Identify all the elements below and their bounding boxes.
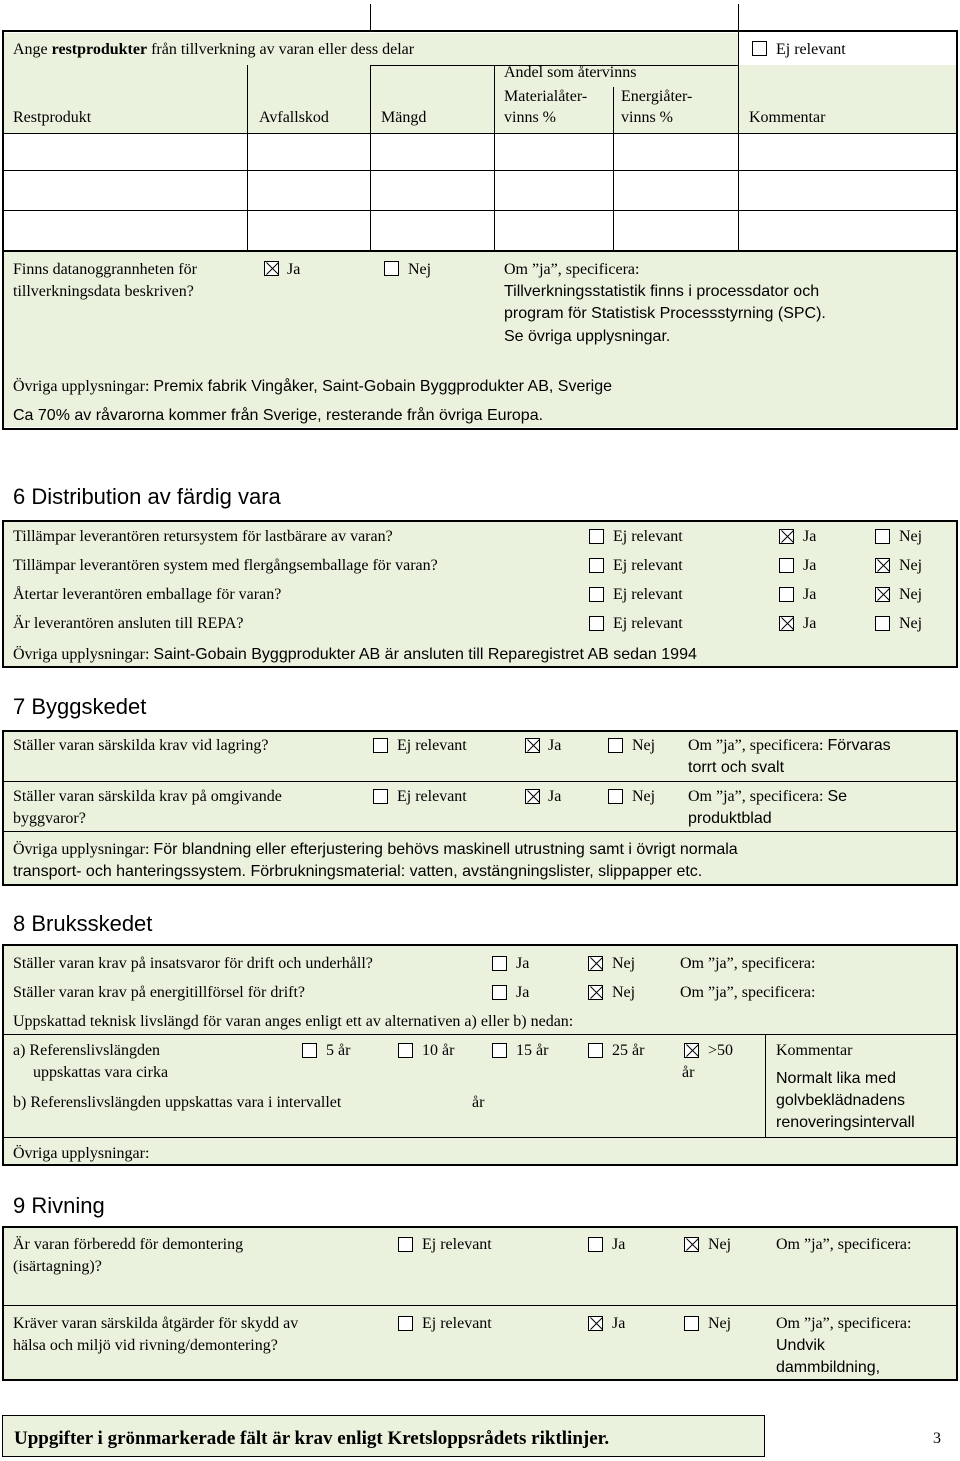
s7-row2-question-1: Ställer varan särskilda krav på omgivande — [13, 788, 282, 805]
s9-row2-ej-label: Ej relevant — [422, 1315, 492, 1332]
s6-row-question: Tillämpar leverantören system med flergångsemballage för varan? — [13, 557, 438, 574]
s6-row-question: Tillämpar leverantören retursystem för lastbärare av varan? — [13, 528, 393, 545]
ovriga-text: Saint-Gobain Byggprodukter AB är ansluten till Reparegistret AB sedan 1994 — [153, 646, 697, 663]
s8-row2-nej-checkbox-checked[interactable] — [588, 985, 603, 1000]
s6-row-ja-checkbox[interactable] — [779, 616, 794, 631]
s9-row1-ej-checkbox[interactable] — [398, 1237, 413, 1252]
s8-row1-nej-checkbox-checked[interactable] — [588, 956, 603, 971]
s8-row2-question: Ställer varan krav på energitillförsel för drift? — [13, 984, 306, 1001]
opt-5-label: 5 år — [326, 1042, 351, 1059]
s7-row1-ej-checkbox[interactable] — [373, 738, 388, 753]
s9-row1-nej-checkbox-checked[interactable] — [684, 1237, 699, 1252]
opt-15-label: 15 år — [516, 1042, 549, 1059]
s7-row2-spec — [688, 788, 847, 806]
col-kommentar: Kommentar — [749, 109, 826, 126]
s8-row2-ja-checkbox[interactable] — [492, 985, 507, 1000]
s6-row-nej-checkbox[interactable] — [875, 587, 890, 602]
s6-row-question: Är leverantören ansluten till REPA? — [13, 615, 244, 632]
b-unit: år — [472, 1094, 485, 1111]
s8-row1-nej-label: Nej — [612, 955, 636, 972]
s6-row-ej-label: Ej relevant — [613, 557, 683, 574]
s6-row-ej-label: Ej relevant — [613, 528, 683, 545]
spec-line-3: Se övriga upplysningar. — [504, 328, 671, 345]
section-7-ovriga-2: transport- och hanteringssystem. Förbrukningsmaterial: vatten, avstängningslister, slippapper etc. — [13, 863, 703, 880]
s7-row2-question-2: byggvaror? — [13, 810, 86, 827]
s6-row-ja-checkbox[interactable] — [779, 558, 794, 573]
kommentar-text-2: golvbeklädnadens — [776, 1092, 905, 1109]
col-restprodukt: Restprodukt — [13, 109, 92, 126]
ovriga-text-1: För blandning eller efterjustering behövs maskinell utrustning samt i övrigt normala — [153, 841, 738, 858]
om-ja-label: Om ”ja”, specificera: — [688, 737, 828, 754]
s6-row-nej-label: Nej — [899, 586, 923, 603]
col-mangd: Mängd — [381, 109, 427, 126]
ja-checkbox-checked[interactable] — [264, 261, 279, 276]
section-7-ovriga — [13, 841, 738, 859]
page-number: 3 — [933, 1430, 941, 1447]
ovriga-text-1: Premix fabrik Vingåker, Saint-Gobain Byggprodukter AB, Sverige — [153, 378, 613, 395]
ovriga-text-2: Ca 70% av råvarorna kommer från Sverige, resterande från övriga Europa. — [13, 407, 544, 424]
s9-row1-ej-label: Ej relevant — [422, 1236, 492, 1253]
col-material-1: Materialåter- — [504, 88, 588, 105]
s9-row1-ja-checkbox[interactable] — [588, 1237, 603, 1252]
s6-row-ja-label: Ja — [803, 586, 817, 603]
s8-row1-om-ja: Om ”ja”, specificera: — [680, 955, 816, 972]
om-ja-label: Om ”ja”, specificera: — [504, 261, 640, 278]
s7-row2-ej-label: Ej relevant — [397, 788, 467, 805]
s7-row1-nej-checkbox[interactable] — [608, 738, 623, 753]
ej-relevant-checkbox[interactable] — [752, 41, 767, 56]
s6-row-ja-label: Ja — [803, 528, 817, 545]
s9-row1-question-2: (isärtagning)? — [13, 1258, 102, 1275]
datanoggrannhet-question-1: Finns datanoggrannheten för — [13, 261, 197, 278]
s7-row2-nej-label: Nej — [632, 788, 656, 805]
opt-10-label: 10 år — [422, 1042, 455, 1059]
restprodukter-question — [13, 41, 414, 59]
spec-line-2: program för Statistisk Processstyrning (SPC). — [504, 305, 826, 322]
opt-50-label-a: >50 — [708, 1042, 734, 1059]
a-label-1: a) Referenslivslängden — [13, 1042, 161, 1059]
om-ja-label: Om ”ja”, specificera: — [688, 788, 828, 805]
s7-row1-spec — [688, 737, 891, 755]
ej-relevant-label: Ej relevant — [776, 41, 846, 58]
s9-row2-question-1: Kräver varan särskilda åtgärder för skydd av — [13, 1315, 299, 1332]
opt-5-checkbox[interactable] — [302, 1043, 317, 1058]
s9-row2-ej-checkbox[interactable] — [398, 1316, 413, 1331]
s8-row2-ja-label: Ja — [516, 984, 530, 1001]
s7-row1-ja-label: Ja — [548, 737, 562, 754]
s9-row1-question-1: Är varan förberedd för demontering — [13, 1236, 244, 1253]
s6-row-ja-label: Ja — [803, 557, 817, 574]
opt-50-checkbox-checked[interactable] — [684, 1043, 699, 1058]
s9-row2-om-ja: Om ”ja”, specificera: — [776, 1315, 912, 1332]
s9-row2-ja-label: Ja — [612, 1315, 626, 1332]
opt-25-checkbox[interactable] — [588, 1043, 603, 1058]
col-energi-1: Energiåter- — [621, 88, 693, 105]
question-suffix: från tillverkning av varan eller dess delar — [147, 41, 415, 58]
col-avfallskod: Avfallskod — [259, 109, 329, 126]
s8-row1-ja-label: Ja — [516, 955, 530, 972]
section-8-title: 8 Bruksskedet — [13, 911, 153, 936]
s6-row-nej-label: Nej — [899, 615, 923, 632]
s8-row1-ja-checkbox[interactable] — [492, 956, 507, 971]
b-label: b) Referenslivslängden uppskattas vara i intervallet — [13, 1094, 342, 1111]
s6-row-ej-label: Ej relevant — [613, 586, 683, 603]
nej-checkbox[interactable] — [384, 261, 399, 276]
section-7-title: 7 Byggskedet — [13, 694, 147, 719]
spec-line-1: Tillverkningsstatistik finns i processdator och — [504, 283, 820, 300]
ovriga-label: Övriga upplysningar: — [13, 378, 154, 395]
s9-row2-question-2: hälsa och miljö vid rivning/demontering? — [13, 1337, 278, 1354]
opt-25-label: 25 år — [612, 1042, 645, 1059]
opt-15-checkbox[interactable] — [492, 1043, 507, 1058]
s6-row-nej-checkbox[interactable] — [875, 558, 890, 573]
s7-row1-ja-checkbox-checked[interactable] — [525, 738, 540, 753]
s7-row2-spec-b: produktblad — [688, 810, 772, 827]
s7-row1-ej-label: Ej relevant — [397, 737, 467, 754]
s8-row2-om-ja: Om ”ja”, specificera: — [680, 984, 816, 1001]
section-6-title: 6 Distribution av färdig vara — [13, 484, 281, 509]
opt-10-checkbox[interactable] — [398, 1043, 413, 1058]
ja-label: Ja — [287, 261, 301, 278]
s9-row1-om-ja: Om ”ja”, specificera: — [776, 1236, 912, 1253]
section-9-title: 9 Rivning — [13, 1193, 105, 1218]
col-energi-2: vinns % — [621, 109, 673, 126]
s9-row2-spec-2: dammbildning, — [776, 1359, 881, 1376]
spec-text-a: Förvaras — [827, 737, 891, 754]
s9-row1-ja-label: Ja — [612, 1236, 626, 1253]
section-6-ovriga — [13, 646, 697, 664]
s7-row1-question: Ställer varan särskilda krav vid lagring? — [13, 737, 269, 754]
footer-note — [2, 1415, 765, 1457]
s9-row2-nej-checkbox[interactable] — [684, 1316, 699, 1331]
s6-row-ja-label: Ja — [803, 615, 817, 632]
col-andel: Andel som återvinns — [504, 64, 637, 81]
s8-row2-nej-label: Nej — [612, 984, 636, 1001]
s7-row1-nej-label: Nej — [632, 737, 656, 754]
opt-50-label-b: år — [682, 1064, 695, 1081]
nej-label: Nej — [408, 261, 432, 278]
s6-row-nej-checkbox[interactable] — [875, 616, 890, 631]
kommentar-text-1: Normalt lika med — [776, 1070, 897, 1087]
s6-row-nej-checkbox[interactable] — [875, 529, 890, 544]
question-prefix: Ange — [13, 41, 52, 58]
kommentar-label: Kommentar — [776, 1042, 853, 1059]
ovriga-label: Övriga upplysningar: — [13, 841, 154, 858]
ovriga-upplysningar — [13, 378, 612, 396]
s9-row1-nej-label: Nej — [708, 1236, 732, 1253]
s6-row-nej-label: Nej — [899, 528, 923, 545]
s6-row-ej-checkbox[interactable] — [589, 558, 604, 573]
s6-row-ej-checkbox[interactable] — [589, 529, 604, 544]
s9-row2-ja-checkbox-checked[interactable] — [588, 1316, 603, 1331]
s7-row1-spec-b: torrt och svalt — [688, 759, 785, 776]
s6-row-ja-checkbox[interactable] — [779, 587, 794, 602]
footer-text: Uppgifter i grönmarkerade fält är krav enligt Kretsloppsrådets riktlinjer. — [14, 1428, 610, 1449]
question-bold: restprodukter — [51, 41, 148, 58]
livslangd-question: Uppskattad teknisk livslängd för varan anges enligt ett av alternativen a) eller b) nedan: — [13, 1013, 574, 1030]
spec-text-a: Se — [827, 788, 848, 805]
datanoggrannhet-question-2: tillverkningsdata beskriven? — [13, 283, 194, 300]
s6-row-question: Återtar leverantören emballage för varan? — [13, 586, 282, 603]
s6-row-ej-checkbox[interactable] — [589, 587, 604, 602]
s7-row2-nej-checkbox[interactable] — [608, 789, 623, 804]
col-material-2: vinns % — [504, 109, 556, 126]
s8-row1-question: Ställer varan krav på insatsvaror för drift och underhåll? — [13, 955, 373, 972]
s9-row2-nej-label: Nej — [708, 1315, 732, 1332]
ovriga-label: Övriga upplysningar: — [13, 646, 154, 663]
s7-row2-ja-label: Ja — [548, 788, 562, 805]
a-label-2: uppskattas vara cirka — [33, 1064, 169, 1081]
s6-row-ej-checkbox[interactable] — [589, 616, 604, 631]
s6-row-nej-label: Nej — [899, 557, 923, 574]
s7-row2-ej-checkbox[interactable] — [373, 789, 388, 804]
s9-row2-spec-1: Undvik — [776, 1337, 825, 1354]
s7-row2-ja-checkbox-checked[interactable] — [525, 789, 540, 804]
s6-row-ja-checkbox[interactable] — [779, 529, 794, 544]
section-8-ovriga: Övriga upplysningar: — [13, 1145, 150, 1162]
kommentar-text-3: renoveringsintervall — [776, 1114, 915, 1131]
s6-row-ej-label: Ej relevant — [613, 615, 683, 632]
